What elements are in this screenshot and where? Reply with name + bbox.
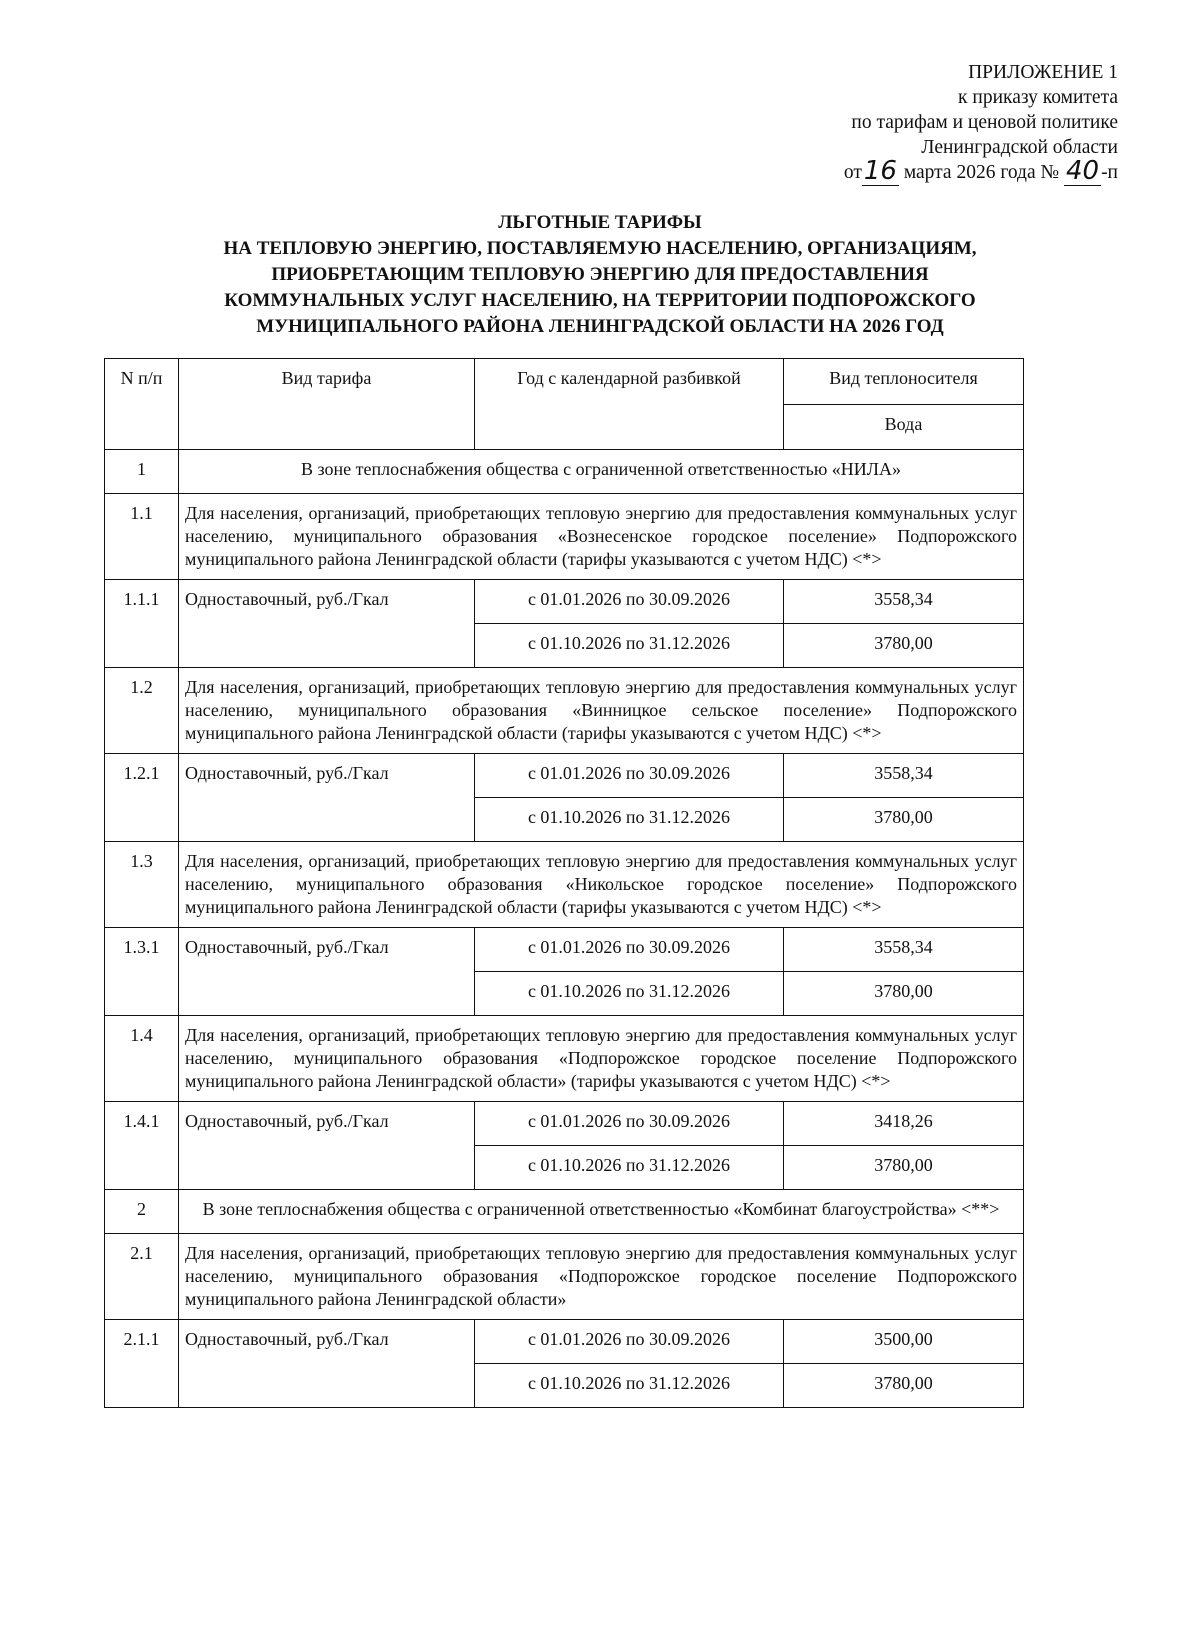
rate-1-1-1-period-1: с 01.01.2026 по 30.09.2026 (475, 580, 784, 624)
section-row-1-4 (105, 1016, 1024, 1102)
section-row-2-1 (105, 1234, 1024, 1320)
order-middle: марта 2026 года № (898, 162, 1064, 183)
section-2-1-num: 2.1 (105, 1234, 179, 1320)
section-row-1-2 (105, 668, 1024, 754)
rate-1-3-1-period-1: с 01.01.2026 по 30.09.2026 (475, 928, 784, 972)
order-reference-line-3: Ленинградской области (921, 137, 1118, 158)
order-day-field (862, 156, 899, 186)
rate-2-1-1-value-2: 3780,00 (784, 1364, 1024, 1408)
zone-1-title: В зоне теплоснабжения общества с ограниченной ответственностью «НИЛА» (179, 450, 1024, 494)
rate-1-1-1-num: 1.1.1 (105, 580, 179, 668)
header-carrier-water: Вода (784, 405, 1024, 450)
rate-1-2-1-value-1: 3558,34 (784, 754, 1024, 798)
order-suffix: -п (1101, 162, 1118, 183)
zone-2-title: В зоне теплоснабжения общества с ограниченной ответственностью «Комбинат благоустройства» <**> (179, 1190, 1024, 1234)
title-line-3: ПРИОБРЕТАЮЩИМ ТЕПЛОВУЮ ЭНЕРГИЮ ДЛЯ ПРЕДОСТАВЛЕНИЯ (271, 264, 929, 285)
rate-2-1-1-period-1: с 01.01.2026 по 30.09.2026 (475, 1320, 784, 1364)
rate-1-4-1-num: 1.4.1 (105, 1102, 179, 1190)
title-line-5: МУНИЦИПАЛЬНОГО РАЙОНА ЛЕНИНГРАДСКОЙ ОБЛАСТИ НА 2026 ГОД (256, 316, 944, 337)
document-title (100, 210, 1100, 340)
rate-row-2-1-1 (105, 1320, 1024, 1364)
rate-1-1-1-period-2: с 01.10.2026 по 31.12.2026 (475, 624, 784, 668)
section-1-4-num: 1.4 (105, 1016, 179, 1102)
rate-1-2-1-period-2: с 01.10.2026 по 31.12.2026 (475, 798, 784, 842)
order-day: 16 (863, 156, 897, 186)
title-line-2: НА ТЕПЛОВУЮ ЭНЕРГИЮ, ПОСТАВЛЯЕМУЮ НАСЕЛЕНИЮ, ОРГАНИЗАЦИЯМ, (223, 238, 977, 259)
tariff-table (104, 358, 1024, 1408)
rate-1-2-1-period-1: с 01.01.2026 по 30.09.2026 (475, 754, 784, 798)
order-reference-line-2: по тарифам и ценовой политике (851, 112, 1118, 133)
section-2-1-text: Для населения, организаций, приобретающих тепловую энергию для предоставления коммунальных услуг населению, муниципального образования «Подпорожское городское поселение Подпорожского муниципального района Ленинградской области» (179, 1234, 1024, 1320)
rate-2-1-1-num: 2.1.1 (105, 1320, 179, 1408)
rate-1-4-1-type: Одноставочный, руб./Гкал (179, 1102, 475, 1190)
zone-row-1 (105, 450, 1024, 494)
rate-row-1-3-1 (105, 928, 1024, 972)
rate-1-1-1-value-2: 3780,00 (784, 624, 1024, 668)
rate-1-4-1-value-2: 3780,00 (784, 1146, 1024, 1190)
rate-1-3-1-period-2: с 01.10.2026 по 31.12.2026 (475, 972, 784, 1016)
section-row-1-3 (105, 842, 1024, 928)
rate-row-1-1-1 (105, 580, 1024, 624)
zone-row-2 (105, 1190, 1024, 1234)
section-1-3-text: Для населения, организаций, приобретающих тепловую энергию для предоставления коммунальных услуг населению, муниципального образования «Никольское городское поселение» Подпорожского муниципального района Ленинградской области (тарифы указываются с учетом НДС) <*> (179, 842, 1024, 928)
zone-1-num: 1 (105, 450, 179, 494)
rate-2-1-1-value-1: 3500,00 (784, 1320, 1024, 1364)
rate-1-4-1-period-1: с 01.01.2026 по 30.09.2026 (475, 1102, 784, 1146)
order-number: 40 (1065, 156, 1100, 186)
header-carrier: Вид теплоносителя (784, 359, 1024, 405)
header-num: N п/п (105, 359, 179, 450)
order-prefix: от (843, 162, 862, 183)
section-1-4-text: Для населения, организаций, приобретающих тепловую энергию для предоставления коммунальных услуг населению, муниципального образования «Подпорожское городское поселение Подпорожского муниципального района Ленинградской области» (тарифы указываются с учетом НДС) <*> (179, 1016, 1024, 1102)
rate-1-3-1-num: 1.3.1 (105, 928, 179, 1016)
order-number-field (1064, 156, 1101, 186)
rate-1-3-1-value-2: 3780,00 (784, 972, 1024, 1016)
appendix-label: ПРИЛОЖЕНИЕ 1 (968, 62, 1118, 83)
section-1-2-text: Для населения, организаций, приобретающих тепловую энергию для предоставления коммунальных услуг населению, муниципального образования «Винницкое сельское поселение» Подпорожского муниципального района Ленинградской области (тарифы указываются с учетом НДС) <*> (179, 668, 1024, 754)
section-1-3-num: 1.3 (105, 842, 179, 928)
rate-1-3-1-type: Одноставочный, руб./Гкал (179, 928, 475, 1016)
title-line-1: ЛЬГОТНЫЕ ТАРИФЫ (498, 212, 702, 233)
rate-1-4-1-period-2: с 01.10.2026 по 31.12.2026 (475, 1146, 784, 1190)
rate-2-1-1-type: Одноставочный, руб./Гкал (179, 1320, 475, 1408)
rate-1-2-1-type: Одноставочный, руб./Гкал (179, 754, 475, 842)
table-header-row (105, 359, 1024, 405)
rate-row-1-4-1 (105, 1102, 1024, 1146)
rate-1-1-1-value-1: 3558,34 (784, 580, 1024, 624)
section-1-2-num: 1.2 (105, 668, 179, 754)
rate-1-4-1-value-1: 3418,26 (784, 1102, 1024, 1146)
rate-1-2-1-value-2: 3780,00 (784, 798, 1024, 842)
section-1-1-num: 1.1 (105, 494, 179, 580)
header-tariff-type: Вид тарифа (179, 359, 475, 450)
section-1-1-text: Для населения, организаций, приобретающих тепловую энергию для предоставления коммунальных услуг населению, муниципального образования «Вознесенское городское поселение» Подпорожского муниципального района Ленинградской области (тарифы указываются с учетом НДС) <*> (179, 494, 1024, 580)
rate-row-1-2-1 (105, 754, 1024, 798)
rate-1-2-1-num: 1.2.1 (105, 754, 179, 842)
title-line-4: КОММУНАЛЬНЫХ УСЛУГ НАСЕЛЕНИЮ, НА ТЕРРИТОРИИ ПОДПОРОЖСКОГО (224, 290, 976, 311)
order-date-line (843, 156, 1118, 186)
rate-1-3-1-value-1: 3558,34 (784, 928, 1024, 972)
rate-1-1-1-type: Одноставочный, руб./Гкал (179, 580, 475, 668)
header-year: Год с календарной разбивкой (475, 359, 784, 450)
order-reference-line-1: к приказу комитета (958, 87, 1118, 108)
section-row-1-1 (105, 494, 1024, 580)
zone-2-num: 2 (105, 1190, 179, 1234)
appendix-header (844, 60, 1118, 186)
rate-2-1-1-period-2: с 01.10.2026 по 31.12.2026 (475, 1364, 784, 1408)
